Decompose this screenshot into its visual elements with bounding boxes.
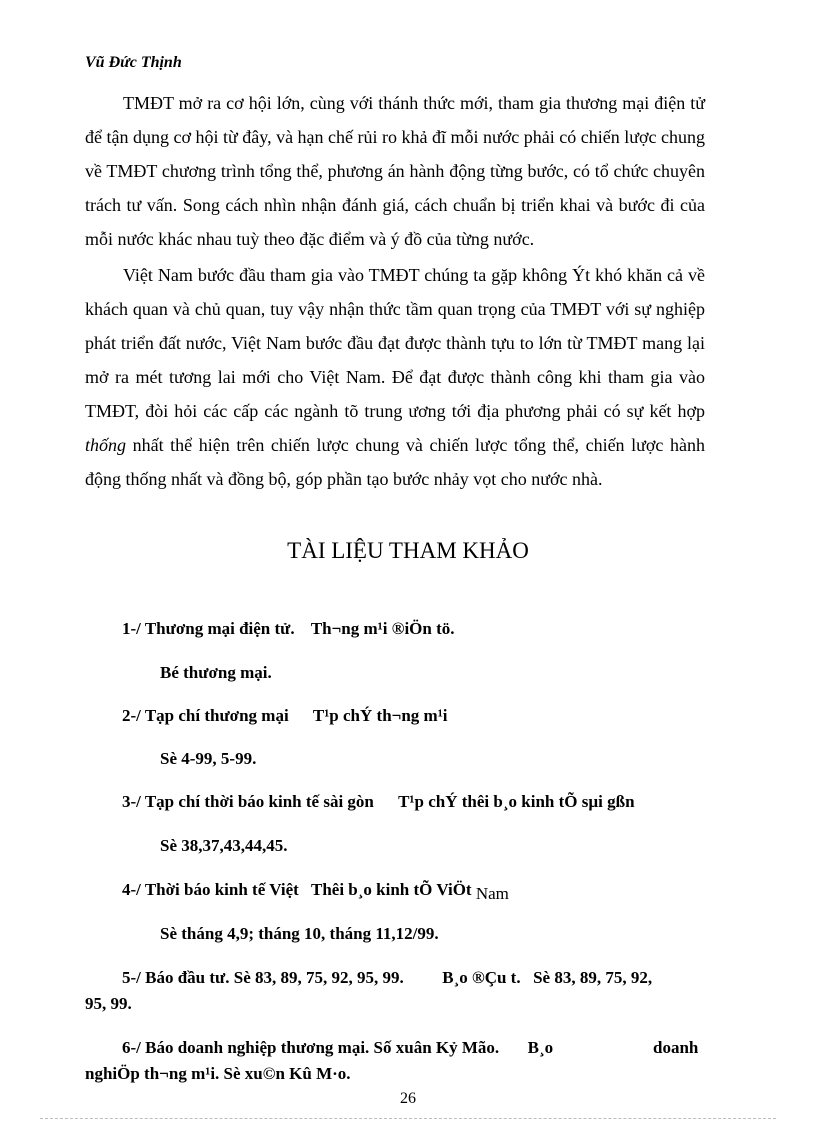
reference-5 — [122, 968, 652, 988]
reference-6-cont: nghiÖp th¬ng m¹i. Sè xu©n Kû M·o. — [85, 1064, 351, 1083]
reference-4-main: 4-/ Thời báo kinh tế Việt — [122, 880, 299, 899]
reference-5-main: 5-/ Báo đầu tư. Sè 83, 89, 75, 92, 95, 99. — [122, 968, 404, 987]
paragraph-2-after: nhất thể hiện trên chiến lược chung và chiến lược tổng thể, chiến lược hành động thống nhất và đồng bộ, góp phần tạo bước nhảy vọt cho nước nhà. — [85, 435, 705, 489]
references-title: TÀI LIỆU THAM KHẢO — [287, 538, 529, 563]
reference-4 — [122, 880, 509, 903]
reference-1 — [122, 619, 455, 639]
paragraph-2 — [85, 258, 705, 496]
reference-3-main: 3-/ Tạp chí thời báo kinh tế sài gòn — [122, 792, 374, 811]
paragraph-2-italic-word: thống — [85, 435, 127, 455]
reference-4-alt2: Nam — [475, 884, 509, 903]
reference-4-alt: Thêi b¸o kinh tÕ ViÖt — [310, 880, 472, 899]
page-number: 26 — [400, 1090, 416, 1107]
reference-1-main: 1-/ Thương mại điện tử. — [122, 619, 295, 638]
paragraph-1-text: TMĐT mở ra cơ hội lớn, cùng với thánh thức mới, tham gia thương mại điện tử để tận dụng cơ hội từ đây, và hạn chế rủi ro khả đĩ mỗi nước phải có chiến lược chung về TMĐT chương trình tổng thể, phương án hành động từng bước, có tổ chức chuyên trách tư vấn. Song cách nhìn nhận đánh giá, cách chuẩn bị triển khai và bước đi của mỗi nước khác nhau tuỳ theo đặc điểm và ý đồ của từng nước. — [85, 93, 705, 249]
reference-6-main: 6-/ Báo doanh nghiệp thương mại. Số xuân Kỷ Mão. — [122, 1038, 500, 1057]
paragraph-1 — [85, 86, 705, 256]
reference-3-alt: T¹p chÝ thêi b¸o kinh tÕ sµi gßn — [398, 792, 635, 811]
reference-5-cont: 95, 99. — [85, 994, 132, 1013]
reference-5-alt-tail: Sè 83, 89, 75, 92, — [533, 968, 653, 987]
author-header: Vũ Đức Thịnh — [85, 54, 182, 71]
footer-divider — [40, 1118, 776, 1119]
reference-6-alt: B¸o — [527, 1038, 554, 1057]
reference-5-alt: B¸o ®Çu t. — [442, 968, 521, 987]
reference-3-sub: Sè 38,37,43,44,45. — [160, 836, 288, 855]
reference-2-main: 2-/ Tạp chí thương mại — [122, 706, 289, 725]
paragraph-2-before: Việt Nam bước đầu tham gia vào TMĐT chúng ta gặp không Ýt khó khăn cả về khách quan và chủ quan, tuy vậy nhận thức tầm quan trọng của TMĐT với sự nghiệp phát triển đất nước, Việt Nam bước đầu đạt được thành tựu to lớn từ TMĐT mang lại mở ra mét tương lai mới cho Việt Nam. Để đạt được thành công khi tham gia vào TMĐT, đòi hỏi các cấp các ngành tõ trung ương tới địa phương phải có sự kết hợp — [85, 265, 705, 421]
reference-1-sub: Bé thương mại. — [160, 663, 272, 682]
reference-6-alt-tail: doanh — [653, 1038, 699, 1057]
reference-2 — [122, 706, 448, 726]
reference-4-sub: Sè tháng 4,9; tháng 10, tháng 11,12/99. — [160, 924, 439, 943]
reference-1-alt: Th¬ng m¹i ®iÖn tö. — [310, 619, 455, 638]
paragraph-2-text — [85, 258, 705, 496]
reference-2-alt: T¹p chÝ th¬ng m¹i — [312, 706, 448, 725]
reference-2-sub: Sè 4-99, 5-99. — [160, 749, 257, 768]
reference-3 — [122, 792, 635, 812]
reference-6 — [122, 1038, 553, 1058]
